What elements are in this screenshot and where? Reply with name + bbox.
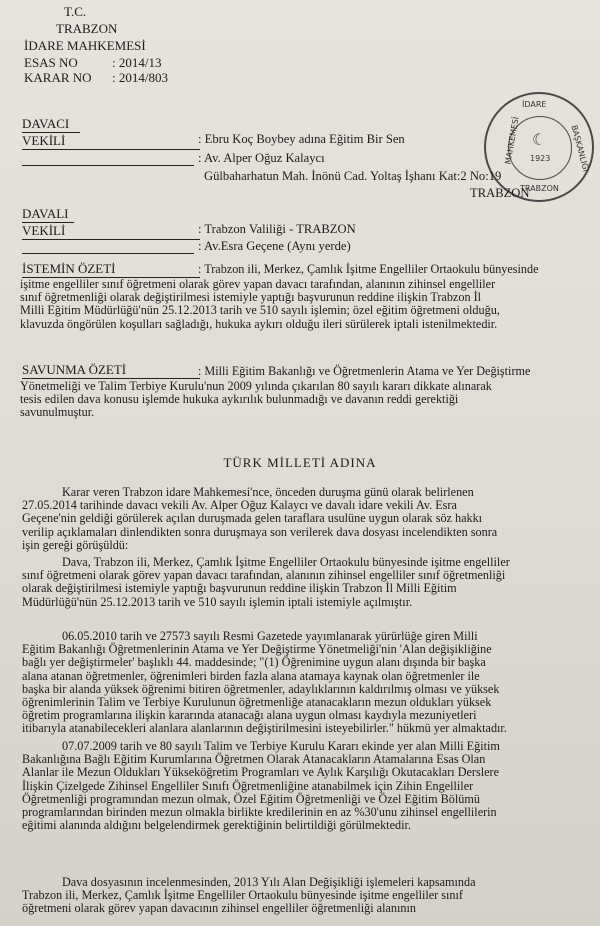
paragraph-review [22, 876, 594, 916]
savunma-first-line [198, 365, 593, 378]
header-tc: T.C. [64, 4, 87, 19]
stamp-text-bottom: TRABZON [520, 184, 559, 193]
header-court: İDARE MAHKEMESİ [24, 38, 146, 53]
body-line: Eğitim Bakanlığı Öğretmenlerinin Atama ve Yer Değiştirme Yönetmeliği'nin 'Alan değişikliğine [22, 642, 492, 657]
istem-line: sınıf öğretmenliği olarak değiştirilmesi istemiyle yaptığı başvurunun reddine ilişkin Trabzon İl [20, 290, 482, 305]
davaci-vekil: : Av. Alper Oğuz Kalaycı [198, 151, 325, 165]
paragraph-regulation [22, 630, 594, 736]
body-line: olarak değiştirilmesi istemiyle yaptığı başvurunun reddine ilişkin Trabzon İl Milli Eğitim [22, 581, 457, 596]
istem-summary [20, 278, 594, 331]
paragraph-case [22, 556, 594, 609]
decision-title: TÜRK MİLLETİ ADINA [223, 455, 377, 470]
davali-value: : Trabzon Valiliği - TRABZON [198, 222, 356, 236]
body-line: öğrenimlerinin Talim ve Terbiye Kurulunun öğretmenliğe atanacakların mezun oldukları yüksek [22, 695, 492, 710]
body-line: Öğretmenliği programından mezun olmak, Özel Eğitim Öğretmenliği ve Özel Eğitim Bölümü [22, 791, 480, 806]
davali-vekil-rule [22, 239, 194, 254]
body-line: sınıf öğretmeni olarak görev yapan davacı tarafından, alanının zihinsel engelliler sınıf öğretmenliği [22, 568, 506, 583]
istem-line: : Trabzon ili, Merkez, Çamlık İşitme Engelliler Ortaokulu bünyesinde [198, 262, 539, 276]
body-line: başka bir alanda yüksek öğrenimi bitiren öğretmenler, adaylıklarının kaldırılmış olması ve yüksek [22, 681, 500, 696]
paragraph-hearing [22, 486, 594, 552]
esas-value: : 2014/13 [112, 55, 162, 70]
savunma-line: Yönetmeliği ve Talim Terbiye Kurulu'nun 2009 yılında çıkarılan 80 sayılı kararı dikkate alınarak [20, 379, 492, 393]
savunma-line: tesis edilen dava konusu işlemde hukuka aykırılık bulunmadığı ve davanın reddi gerektiği [20, 392, 459, 407]
body-line: itibarıyla atanabilecekleri alanlara alanlarının değiştirilmesini isteyebilirler." hükmü yer almaktadır. [22, 721, 507, 736]
davali-vekili-label: VEKİLİ [22, 223, 200, 240]
crescent-star-icon: ☾ [532, 132, 547, 149]
body-line: Müdürlüğü'nün 25.12.2013 tarih ve 510 sayılı işlemin iptali istemiyle açılmıştır. [22, 594, 413, 609]
header-city: TRABZON [56, 21, 118, 36]
stamp-text-left: MAHKEMESİ [503, 116, 521, 165]
stamp-text-top: İDARE [522, 100, 547, 109]
esas-label: ESAS NO [24, 55, 78, 70]
body-line: işin gereği görüşüldü: [22, 537, 129, 552]
body-line: eğitimi alanında aldığını belgelendirmek gerektiğinin belirtildiği görülmektedir. [22, 818, 411, 833]
body-line: programlarından birinden mezun olmakla birlikte kredilerinin en az %30'unu zihinsel engellilerin [22, 805, 497, 820]
savunma-summary [20, 380, 594, 420]
karar-label: KARAR NO [24, 70, 92, 85]
istem-first-line [198, 263, 593, 276]
body-line: 06.05.2010 tarih ve 27573 sayılı Resmi Gazetede yayımlanarak yürürlüğe giren Milli [62, 629, 478, 643]
body-line: İlişkin Çizelgede Zihinsel Engelliler Sınıfı Öğretmenliğine atanabilmek için Zihin Engelliler [22, 778, 474, 793]
body-line: Geçene'nin geldiği görülerek açılan duruşmada gelen taraflara usulüne uygun olarak söz hakkı [22, 511, 483, 526]
paragraph-board-decision [22, 740, 594, 832]
davaci-vekili-label: VEKİLİ [22, 133, 200, 150]
body-line: öğretim programlarına ilişkin kararında atanacağı alana uygun olması kaydıyla mezuniyetleri [22, 708, 477, 723]
davaci-address: Gülbaharhatun Mah. İnönü Cad. Yoltaş İşhanı Kat:2 No:19 [204, 169, 502, 183]
body-line: bağlı yer değiştirmeler' başlıklı 44. maddesinde; "(1) Öğrenimine uygun alanı dışında bir başka [22, 655, 486, 670]
karar-value: : 2014/803 [112, 70, 168, 85]
istem-label: İSTEMİN ÖZETİ [22, 261, 200, 278]
savunma-line: savunulmuştur. [20, 405, 95, 420]
body-line: Dava dosyasının incelenmesinden, 2013 Yılı Alan Değişikliği işlemeleri kapsamında [62, 875, 476, 889]
body-line: Alanlar ile Mezun Oldukları Yükseköğretim Programları ve Aylık Karşılığı Okutacakları Derslere [22, 765, 499, 780]
istem-line: işitme engelliler sınıf öğretmeni olarak görev yapan davacı tarafından, alanının zihinsel engelliler [20, 277, 496, 291]
stamp-text-right: BAŞKANLIĞI [569, 124, 591, 173]
body-line: Trabzon ili, Merkez, Çamlık İşitme Engelliler Ortaokulu bünyesinde işitme engelliler sınıf [22, 888, 463, 903]
savunma-label: SAVUNMA ÖZETİ [22, 362, 200, 379]
body-line: öğretmeni olarak görev yapan davacının zihinsel engelliler öğretmenliği alanının [22, 901, 416, 916]
stamp-year: 1923 [530, 154, 551, 163]
davali-label: DAVALI [22, 206, 74, 223]
body-line: 27.05.2014 tarihinde davacı vekili Av. Alper Oğuz Kalaycı ve davalı idare vekili Av. Esra [22, 498, 457, 513]
savunma-line: : Milli Eğitim Bakanlığı ve Öğretmenlerin Atama ve Yer Değiştirme [198, 364, 531, 378]
davaci-label: DAVACI [22, 116, 80, 133]
davaci-city: TRABZON [470, 186, 530, 200]
davaci-value: : Ebru Koç Boybey adına Eğitim Bir Sen [198, 132, 405, 146]
body-line: Dava, Trabzon ili, Merkez, Çamlık İşitme Engelliler Ortaokulu bünyesinde işitme engelliler [62, 555, 510, 569]
body-line: 07.07.2009 tarih ve 80 sayılı Talim ve Terbiye Kurulu Kararı ekinde yer alan Milli Eğitim [62, 739, 500, 753]
davali-vekil: : Av.Esra Geçene (Aynı yerde) [198, 239, 351, 253]
body-line: Karar veren Trabzon idare Mahkemesi'nce, önceden duruşma günü olarak belirlenen [62, 485, 474, 499]
istem-line: Milli Eğitim Müdürlüğü'nün 25.12.2013 tarih ve 510 sayılı işlemin; özel eğitim öğretmeni olduğu, [20, 303, 500, 318]
body-line: alana atanan öğretmenler, öğrenimleri birden fazla alana atamaya kaynak olan öğretmenler ile [22, 668, 480, 683]
istem-line: klavuzda öngörülen koşulları sağladığı, hukuka aykırı olduğu ileri sürülerek iptali istenilmektedir. [20, 316, 498, 331]
davaci-vekil-rule [22, 150, 194, 166]
body-line: Bakanlığına Bağlı Eğitim Kurumlarına Öğretmen Olarak Atanacakların Atamalarına Esas Olan [22, 752, 486, 767]
body-line: verilip açıklamaları dinlendikten sonra duruşmaya son verilerek dava dosyası incelendikten sonra [22, 524, 498, 539]
